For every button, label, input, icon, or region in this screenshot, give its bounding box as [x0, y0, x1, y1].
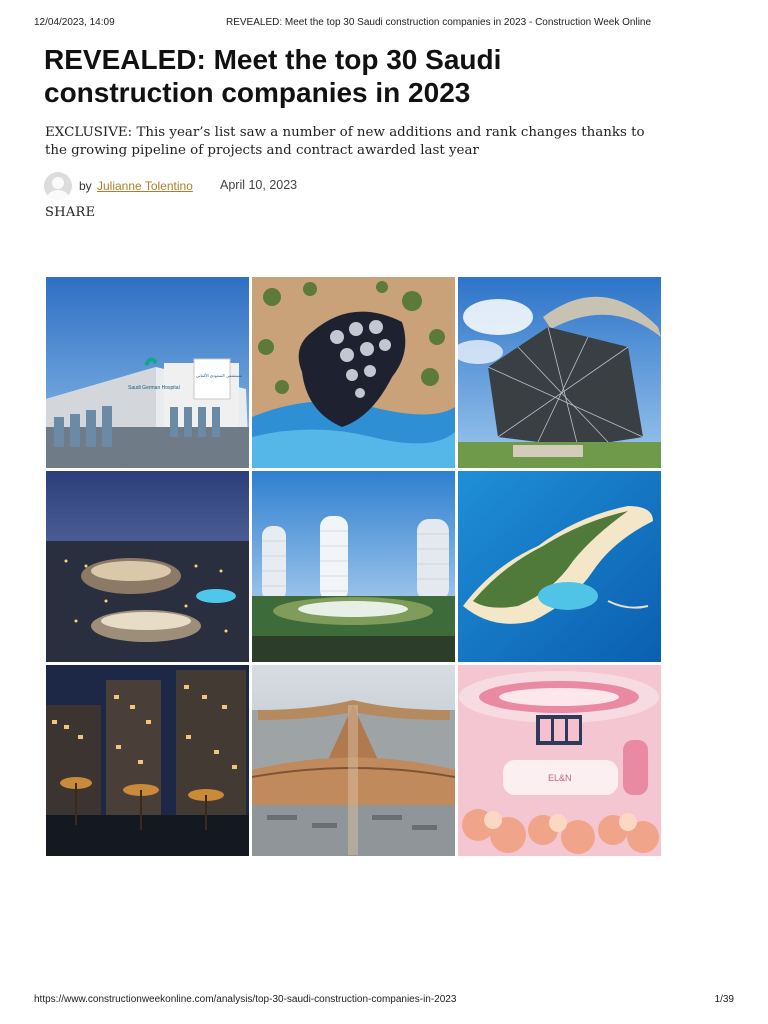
print-url: https://www.constructionweekonline.com/analysis/top-30-saudi-construction-companies-in-2023 [34, 994, 457, 1005]
article-headline: REVEALED: Meet the top 30 Saudi construction companies in 2023 [44, 44, 502, 108]
print-footer [34, 994, 734, 1008]
publish-date: April 10, 2023 [220, 178, 298, 192]
cafe-sign-text: EL&N [548, 773, 572, 783]
image-night-resort [46, 471, 249, 662]
share-button[interactable]: SHARE [45, 205, 96, 220]
print-page-title: REVEALED: Meet the top 30 Saudi construction companies in 2023 - Construction Week Online [226, 17, 652, 28]
author-avatar-icon [44, 172, 72, 200]
hero-image-mosaic [46, 277, 661, 856]
byline-prefix: by [79, 179, 92, 193]
image-hospital-building [46, 277, 249, 468]
print-datetime: 12/04/2023, 14:09 [34, 17, 115, 28]
image-night-residential-towers [46, 665, 249, 856]
image-airport-aerial [252, 665, 455, 856]
image-geodesic-building [458, 277, 661, 468]
image-pink-cafe-interior [458, 665, 661, 856]
hospital-sign-text: Saudi German Hospital [128, 385, 180, 391]
print-header [34, 17, 734, 31]
hospital-sign-arabic-text: مستشفى السعودي الألماني [196, 373, 242, 378]
image-aerial-organic-structure [252, 277, 455, 468]
article-subheading: EXCLUSIVE: This year’s list saw a number of new additions and rank changes thanks to the growing pipeline of projects and contract awarded last year [45, 125, 645, 158]
image-island-aerial [458, 471, 661, 662]
byline [44, 171, 444, 201]
author-link[interactable]: Julianne Tolentino [97, 179, 193, 193]
print-page-number: 1/39 [714, 994, 734, 1005]
image-twin-towers [252, 471, 455, 662]
